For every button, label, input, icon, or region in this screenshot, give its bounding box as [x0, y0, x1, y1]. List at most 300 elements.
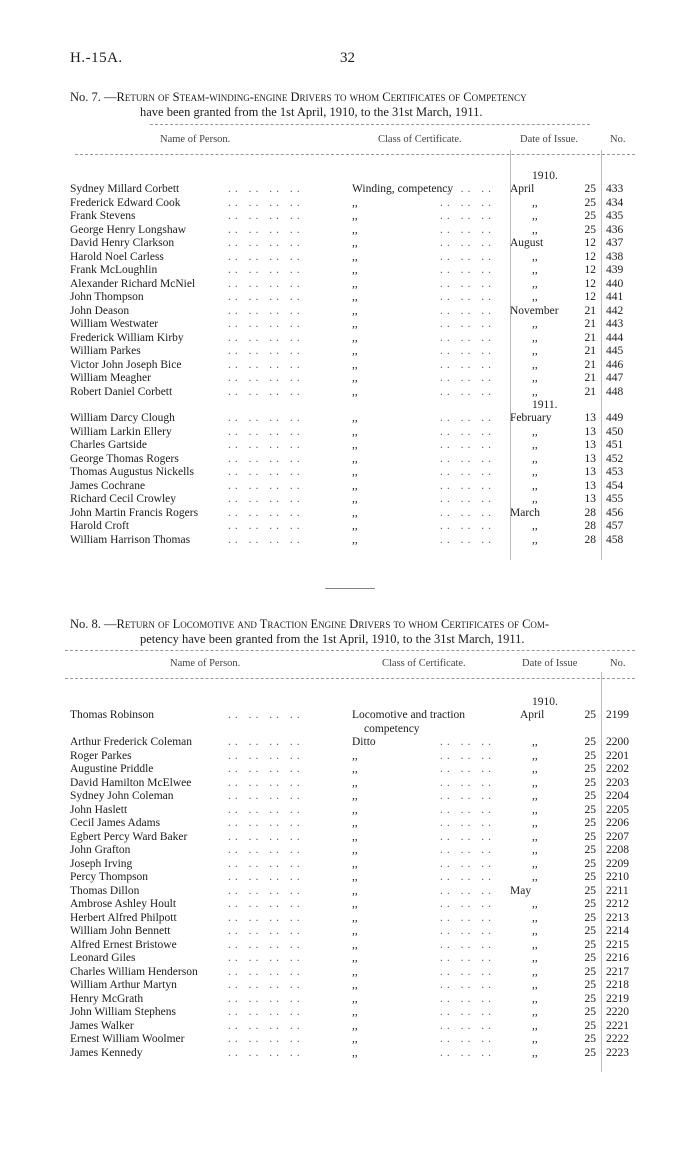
issue-month: ,, [532, 763, 538, 775]
leader-dots: .. .. .. .. [228, 412, 304, 424]
leader-dots: .. .. .. [440, 425, 495, 438]
leader-dots: .. .. .. [440, 237, 495, 249]
issue-month: ,, [532, 898, 538, 910]
issue-month: ,, [532, 965, 538, 978]
leader-dots: .. .. .. .. [228, 331, 304, 344]
certificate-number: 2209 [606, 857, 629, 870]
certificate-number: 2223 [606, 1046, 629, 1059]
issue-day: 25 [584, 925, 596, 937]
table-row [70, 291, 642, 305]
leader-dots: .. .. .. [440, 952, 495, 964]
person-name: Charles Gartside [70, 439, 147, 451]
leader-dots: .. .. .. [440, 763, 495, 775]
issue-day: 25 [584, 183, 596, 195]
issue-day: 28 [584, 506, 596, 519]
issue-day: 25 [584, 871, 596, 883]
certificate-number: 447 [606, 372, 624, 384]
certificate-number: 433 [606, 183, 624, 195]
issue-month: ,, [532, 318, 538, 330]
certificate-number: 441 [606, 291, 624, 303]
leader-dots: .. .. .. .. [228, 493, 304, 505]
leader-dots: .. .. .. .. [228, 844, 304, 856]
issue-day: 25 [584, 965, 596, 978]
certificate-class: ,, [352, 291, 358, 303]
table-row [70, 237, 642, 251]
certificate-number: 450 [606, 425, 624, 438]
issue-month: ,, [532, 817, 538, 829]
table-row [70, 966, 642, 980]
leader-dots: .. .. .. .. [228, 291, 304, 303]
certificate-class: Winding, competency [352, 183, 454, 195]
leader-dots: .. .. .. [440, 250, 495, 263]
leader-dots: .. .. .. .. [228, 237, 304, 249]
leader-dots: .. .. .. .. [228, 318, 304, 330]
person-name: Henry McGrath [70, 992, 144, 1005]
table-row [70, 493, 642, 507]
leader-dots: .. .. .. .. [228, 736, 304, 748]
certificate-class: ,, [352, 479, 358, 492]
leader-dots: .. .. .. .. [228, 992, 304, 1005]
leader-dots: .. .. .. [440, 749, 495, 762]
section7-header-rule [75, 154, 635, 155]
person-name: Thomas Robinson [70, 709, 155, 721]
issue-month: ,, [532, 952, 538, 964]
certificate-class: ,, [352, 452, 358, 465]
table-row [70, 1033, 642, 1047]
issue-month: ,, [532, 871, 538, 883]
issue-day: 12 [584, 277, 596, 290]
certificate-number: 456 [606, 506, 624, 519]
issue-day: 25 [584, 979, 596, 991]
certificate-number: 2214 [606, 925, 629, 937]
issue-month: ,, [532, 1006, 538, 1018]
leader-dots: .. .. .. .. [228, 304, 304, 317]
certificate-class: ,, [352, 992, 358, 1005]
certificate-class: ,, [352, 952, 358, 964]
table-row [70, 885, 642, 899]
certificate-class: ,, [352, 817, 358, 829]
person-name: Ernest William Woolmer [70, 1033, 185, 1045]
section8-header-class: Class of Certificate. [382, 658, 466, 669]
issue-month: ,, [532, 493, 538, 505]
certificate-class: ,, [352, 898, 358, 910]
table-row [70, 359, 642, 373]
leader-dots: .. .. .. .. [228, 790, 304, 802]
certificate-number: 2219 [606, 992, 629, 1005]
issue-month: ,, [532, 372, 538, 384]
year-label: 1911. [532, 399, 558, 411]
certificate-class: ,, [352, 830, 358, 843]
certificate-number: 2215 [606, 938, 629, 951]
certificate-class: ,, [352, 493, 358, 505]
certificate-number: 453 [606, 466, 624, 478]
certificate-class: ,, [352, 803, 358, 816]
table-row [70, 939, 642, 953]
leader-dots: .. .. .. [440, 210, 495, 222]
person-name: Frank McLoughlin [70, 264, 158, 276]
person-name: Sydney Millard Corbett [70, 183, 180, 195]
person-name: William Parkes [70, 345, 141, 357]
leader-dots: .. .. .. [440, 533, 495, 546]
leader-dots: .. .. .. [440, 412, 495, 424]
certificate-class: Ditto [352, 736, 376, 748]
certificate-class: ,, [352, 210, 358, 222]
certificate-number: 2222 [606, 1033, 629, 1045]
person-name: David Hamilton McElwee [70, 776, 192, 789]
leader-dots: .. .. .. .. [228, 979, 304, 991]
leader-dots: .. .. .. [440, 506, 495, 519]
person-name: Frederick William Kirby [70, 331, 184, 344]
leader-dots: .. .. .. [440, 790, 495, 802]
table-row [70, 345, 642, 359]
section8-number: No. 8. [70, 617, 101, 631]
certificate-class: ,, [352, 1019, 358, 1032]
leader-dots: .. .. .. [440, 776, 495, 789]
issue-month: ,, [532, 345, 538, 357]
issue-day: 21 [584, 372, 596, 384]
person-name: George Henry Longshaw [70, 223, 187, 236]
person-name: John Martin Francis Rogers [70, 506, 199, 519]
certificate-number: 2204 [606, 790, 629, 802]
issue-month: ,, [532, 857, 538, 870]
leader-dots: .. .. .. .. [228, 358, 304, 371]
leader-dots: .. .. .. [440, 372, 495, 384]
leader-dots: .. .. .. [440, 493, 495, 505]
leader-dots: .. .. .. [440, 223, 495, 236]
table-row [70, 426, 642, 440]
certificate-class: ,, [352, 439, 358, 451]
certificate-class: ,, [352, 1046, 358, 1059]
table-row [70, 197, 642, 211]
issue-day: 28 [584, 520, 596, 532]
certificate-class: ,, [352, 412, 358, 424]
issue-month: ,, [532, 196, 538, 209]
leader-dots: .. .. .. [440, 520, 495, 532]
table-row [70, 453, 642, 467]
issue-month: ,, [532, 264, 538, 276]
section8-header-date: Date of Issue [522, 658, 578, 669]
issue-day: 25 [584, 844, 596, 856]
table-row [70, 264, 642, 278]
section7-header-date: Date of Issue. [520, 134, 579, 145]
section8-table [70, 696, 642, 1060]
issue-month: ,, [532, 790, 538, 802]
issue-day: 25 [584, 210, 596, 222]
issue-month: ,, [532, 979, 538, 991]
person-name: Roger Parkes [70, 749, 132, 762]
leader-dots: .. .. .. .. [228, 385, 304, 398]
leader-dots: .. .. .. [440, 803, 495, 816]
leader-dots: .. .. .. .. [228, 277, 304, 290]
leader-dots: .. .. .. .. [228, 938, 304, 951]
section8-header-name: Name of Person. [170, 658, 241, 669]
table-row [70, 817, 642, 831]
person-name: Robert Daniel Corbett [70, 385, 173, 398]
certificate-class: ,, [352, 345, 358, 357]
certificate-class: ,, [352, 506, 358, 519]
table-row [70, 898, 642, 912]
certificate-number: 448 [606, 385, 624, 398]
issue-month: ,, [532, 803, 538, 816]
table-row [70, 210, 642, 224]
table-row [70, 763, 642, 777]
issue-day: 25 [584, 1046, 596, 1059]
certificate-number: 2212 [606, 898, 629, 910]
certificate-class: ,, [352, 237, 358, 249]
issue-day: 13 [584, 452, 596, 465]
certificate-number: 440 [606, 277, 624, 290]
certificate-number: 455 [606, 493, 624, 505]
person-name: James Kennedy [70, 1046, 143, 1059]
person-name: Frank Stevens [70, 210, 136, 222]
year-label: 1910. [532, 170, 558, 182]
certificate-class: ,, [352, 925, 358, 937]
person-name: William Larkin Ellery [70, 425, 172, 438]
table-row [70, 224, 642, 238]
page-header [70, 50, 630, 70]
leader-dots: .. .. .. [440, 938, 495, 951]
leader-dots: .. .. .. .. [228, 425, 304, 438]
leader-dots: .. .. .. [440, 183, 495, 195]
issue-month: ,, [532, 210, 538, 222]
issue-day: 13 [584, 412, 596, 424]
issue-month: ,, [532, 938, 538, 951]
leader-dots: .. .. .. .. [228, 776, 304, 789]
certificate-class: ,, [352, 533, 358, 546]
issue-month: ,, [532, 925, 538, 937]
issue-month: ,, [532, 358, 538, 371]
person-name: Harold Croft [70, 520, 130, 532]
leader-dots: .. .. .. [440, 385, 495, 398]
table-row [70, 251, 642, 265]
leader-dots: .. .. .. [440, 979, 495, 991]
person-name: William Darcy Clough [70, 412, 175, 424]
table-row [70, 777, 642, 791]
certificate-class: ,, [352, 196, 358, 209]
table-row [70, 979, 642, 993]
section8-header-no: No. [610, 658, 626, 669]
leader-dots: .. .. .. [440, 857, 495, 870]
leader-dots: .. .. .. .. [228, 709, 304, 721]
issue-day: 25 [584, 1019, 596, 1032]
leader-dots: .. .. .. [440, 264, 495, 276]
leader-dots: .. .. .. .. [228, 479, 304, 492]
section7-table [70, 170, 642, 547]
certificate-number: 457 [606, 520, 624, 532]
person-name: Charles William Henderson [70, 965, 198, 978]
table-row [70, 912, 642, 926]
leader-dots: .. .. .. [440, 736, 495, 748]
issue-month: ,, [532, 830, 538, 843]
certificate-class: ,, [352, 331, 358, 344]
certificate-number: 2211 [606, 884, 629, 897]
person-name: Victor John Joseph Bice [70, 358, 182, 371]
person-name: John Thompson [70, 291, 144, 303]
certificate-number: 454 [606, 479, 624, 492]
certificate-number: 2220 [606, 1006, 629, 1018]
leader-dots: .. .. .. .. [228, 965, 304, 978]
certificate-class: ,, [352, 911, 358, 924]
issue-day: 25 [584, 830, 596, 843]
certificate-number: 2208 [606, 844, 629, 856]
issue-month: ,, [532, 223, 538, 236]
person-name: William Arthur Martyn [70, 979, 177, 991]
issue-day: 12 [584, 264, 596, 276]
table-row [70, 750, 642, 764]
leader-dots: .. .. .. [440, 884, 495, 897]
certificate-class-cont: competency [364, 722, 420, 735]
section7-header-class: Class of Certificate. [378, 134, 462, 145]
person-name: William Westwater [70, 318, 159, 330]
leader-dots: .. .. .. .. [228, 830, 304, 843]
certificate-number: 446 [606, 358, 624, 371]
issue-month: ,, [532, 331, 538, 344]
leader-dots: .. .. .. .. [228, 223, 304, 236]
issue-day: 25 [584, 1006, 596, 1018]
issue-day: 21 [584, 304, 596, 317]
issue-month: ,, [532, 385, 538, 398]
issue-day: 25 [584, 763, 596, 775]
issue-day: 21 [584, 358, 596, 371]
certificate-class: ,, [352, 965, 358, 978]
certificate-number: 2199 [606, 709, 629, 721]
leader-dots: .. .. .. [440, 331, 495, 344]
certificate-number: 2207 [606, 830, 629, 843]
certificate-number: 2203 [606, 776, 629, 789]
leader-dots: .. .. .. .. [228, 1033, 304, 1045]
leader-dots: .. .. .. [440, 479, 495, 492]
page-number: 32 [340, 50, 355, 66]
certificate-class: ,, [352, 250, 358, 263]
person-name: John Grafton [70, 844, 131, 856]
person-name: Alexander Richard McNiel [70, 277, 196, 290]
issue-day: 25 [584, 817, 596, 829]
issue-month: April [520, 709, 545, 721]
leader-dots: .. .. .. [440, 318, 495, 330]
leader-dots: .. .. .. .. [228, 898, 304, 910]
table-row [70, 844, 642, 858]
certificate-number: 2213 [606, 911, 629, 924]
person-name: James Cochrane [70, 479, 146, 492]
issue-day: 12 [584, 250, 596, 263]
table-row [70, 412, 642, 426]
issue-month: April [510, 183, 535, 195]
table-row [70, 439, 642, 453]
certificate-class: ,, [352, 466, 358, 478]
year-label: 1910. [532, 696, 558, 708]
leader-dots: .. .. .. .. [228, 466, 304, 478]
certificate-number: 2210 [606, 871, 629, 883]
leader-dots: .. .. .. [440, 291, 495, 303]
leader-dots: .. .. .. [440, 871, 495, 883]
leader-dots: .. .. .. .. [228, 506, 304, 519]
table-row [70, 831, 642, 845]
section7-title [70, 90, 642, 120]
issue-day: 13 [584, 439, 596, 451]
leader-dots: .. .. .. [440, 196, 495, 209]
table-row [70, 790, 642, 804]
leader-dots: .. .. .. .. [228, 196, 304, 209]
issue-month: May [510, 884, 532, 897]
certificate-class: ,, [352, 884, 358, 897]
leader-dots: .. .. .. .. [228, 817, 304, 829]
table-row [70, 952, 642, 966]
leader-dots: .. .. .. .. [228, 763, 304, 775]
certificate-number: 2216 [606, 952, 629, 964]
leader-dots: .. .. .. [440, 1006, 495, 1018]
certificate-number: 2218 [606, 979, 629, 991]
issue-day: 25 [584, 857, 596, 870]
leader-dots: .. .. .. .. [228, 749, 304, 762]
issue-day: 13 [584, 466, 596, 478]
certificate-class: ,, [352, 776, 358, 789]
person-name: Percy Thompson [70, 871, 149, 883]
certificate-class: ,, [352, 372, 358, 384]
leader-dots: .. .. .. .. [228, 452, 304, 465]
section8-header-rule [65, 678, 635, 679]
certificate-number: 2206 [606, 817, 629, 829]
issue-month: ,, [532, 1019, 538, 1032]
leader-dots: .. .. .. [440, 1033, 495, 1045]
section7-header-no: No. [610, 134, 626, 145]
page-reference: H.-15A. [70, 50, 123, 66]
person-name: Harold Noel Carless [70, 250, 164, 263]
issue-day: 21 [584, 385, 596, 398]
person-name: John Deason [70, 304, 130, 317]
leader-dots: .. .. .. [440, 911, 495, 924]
issue-day: 25 [584, 1033, 596, 1045]
issue-day: 21 [584, 318, 596, 330]
issue-day: 25 [584, 223, 596, 236]
table-row [70, 709, 642, 723]
issue-month: November [510, 304, 559, 317]
certificate-class: ,, [352, 844, 358, 856]
issue-month: ,, [532, 291, 538, 303]
issue-day: 25 [584, 952, 596, 964]
leader-dots: .. .. .. .. [228, 952, 304, 964]
person-name: Thomas Augustus Nickells [70, 466, 194, 478]
leader-dots: .. .. .. [440, 452, 495, 465]
table-row [70, 183, 642, 197]
person-name: Cecil James Adams [70, 817, 161, 829]
certificate-number: 436 [606, 223, 624, 236]
certificate-class: ,, [352, 425, 358, 438]
certificate-number: 435 [606, 210, 624, 222]
certificate-number: 434 [606, 196, 624, 209]
issue-month: ,, [532, 466, 538, 478]
section7-top-rule [150, 124, 590, 125]
leader-dots: .. .. .. .. [228, 857, 304, 870]
leader-dots: .. .. .. .. [228, 250, 304, 263]
table-row [70, 332, 642, 346]
certificate-class: Locomotive and traction [352, 709, 466, 721]
certificate-number: 2200 [606, 736, 629, 748]
issue-month: March [510, 506, 541, 519]
issue-day: 25 [584, 992, 596, 1005]
certificate-class: ,, [352, 1006, 358, 1018]
certificate-number: 445 [606, 345, 624, 357]
issue-month: ,, [532, 992, 538, 1005]
leader-dots: .. .. .. .. [228, 884, 304, 897]
section-separator [325, 588, 375, 589]
table-row [70, 278, 642, 292]
issue-day: 13 [584, 425, 596, 438]
leader-dots: .. .. .. .. [228, 345, 304, 357]
leader-dots: .. .. .. [440, 992, 495, 1005]
leader-dots: .. .. .. .. [228, 803, 304, 816]
certificate-number: 2201 [606, 749, 629, 762]
table-row [70, 305, 642, 319]
